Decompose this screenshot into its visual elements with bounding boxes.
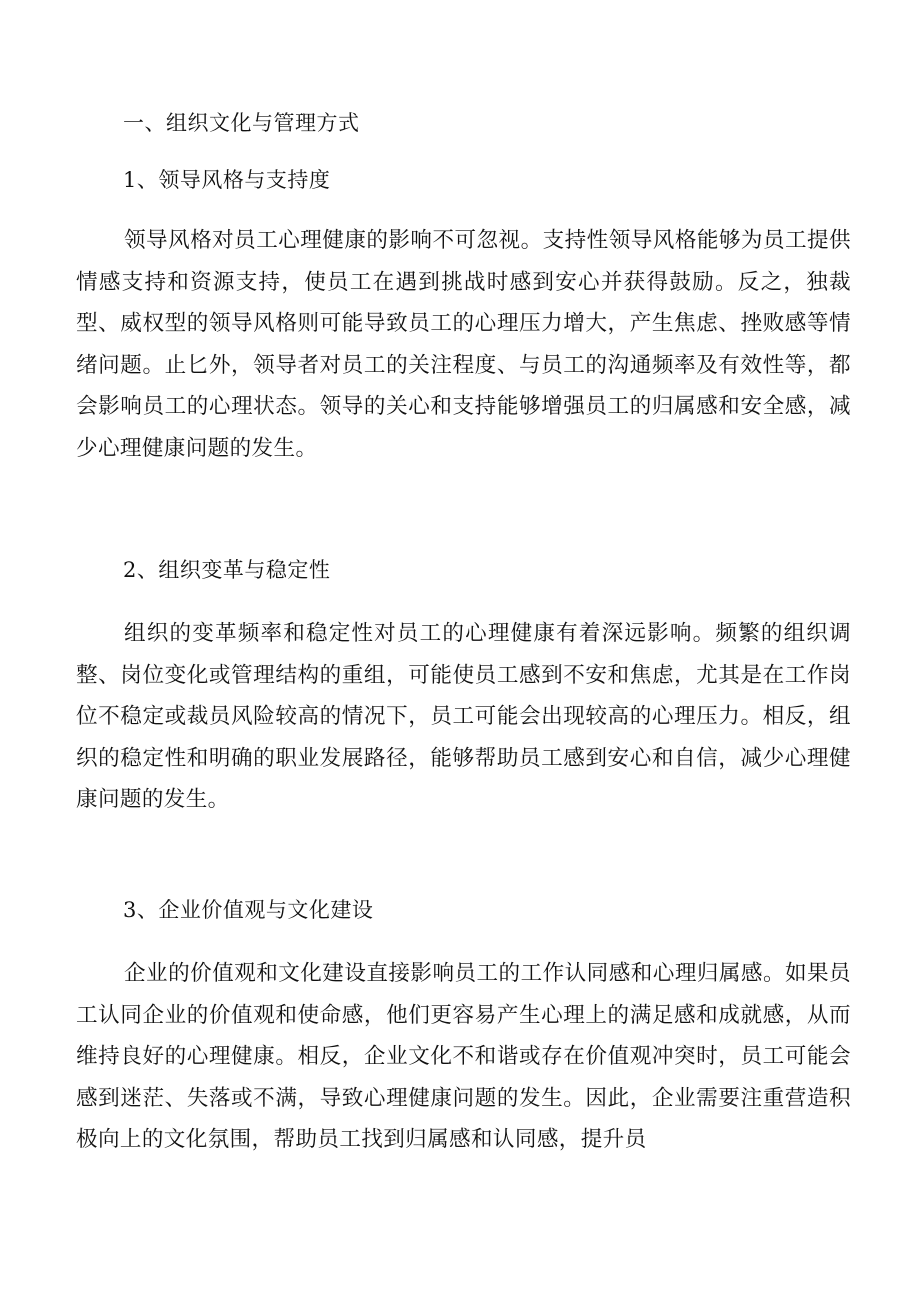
subsection-heading-change: 2、组织变革与稳定性 — [123, 558, 331, 582]
paragraph-change: 组织的变革频率和稳定性对员工的心理健康有着深远影响。频繁的组织调整、岗位变化或管理结构的重组，可能使员工感到不安和焦虑，尤其是在工作岗位不稳定或裁员风险较高的情况下，员工可能会出现较高的心理压力。相反，组织的稳定性和明确的职业发展路径，能够帮助员工感到安心和自信，减少心理健康问题的发生。 — [76, 621, 851, 812]
subsection-heading-culture: 3、企业价值观与文化建设 — [123, 898, 374, 922]
section-title: 一、组织文化与管理方式 — [123, 111, 360, 135]
paragraph-culture: 企业的价值观和文化建设直接影响员工的工作认同感和心理归属感。如果员工认同企业的价值观和使命感，他们更容易产生心理上的满足感和成就感，从而维持良好的心理健康。相反，企业文化不和谐或存在价值观冲突时，员工可能会感到迷茫、失落或不满，导致心理健康问题的发生。因此，企业需要注重营造积极向上的文化氛围，帮助员工找到归属感和认同感，提升员 — [76, 961, 851, 1152]
paragraph-leadership: 领导风格对员工心理健康的影响不可忽视。支持性领导风格能够为员工提供情感支持和资源支持，使员工在遇到挑战时感到安心并获得鼓励。反之，独裁型、威权型的领导风格则可能导致员工的心理压力增大，产生焦虑、挫败感等情绪问题。止匕外，领导者对员工的关注程度、与员工的沟通频率及有效性等，都会影响员工的心理状态。领导的关心和支持能够增强员工的归属感和安全感，减少心理健康问题的发生。 — [76, 228, 851, 461]
subsection-heading-leadership: 1、领导风格与支持度 — [123, 168, 331, 192]
